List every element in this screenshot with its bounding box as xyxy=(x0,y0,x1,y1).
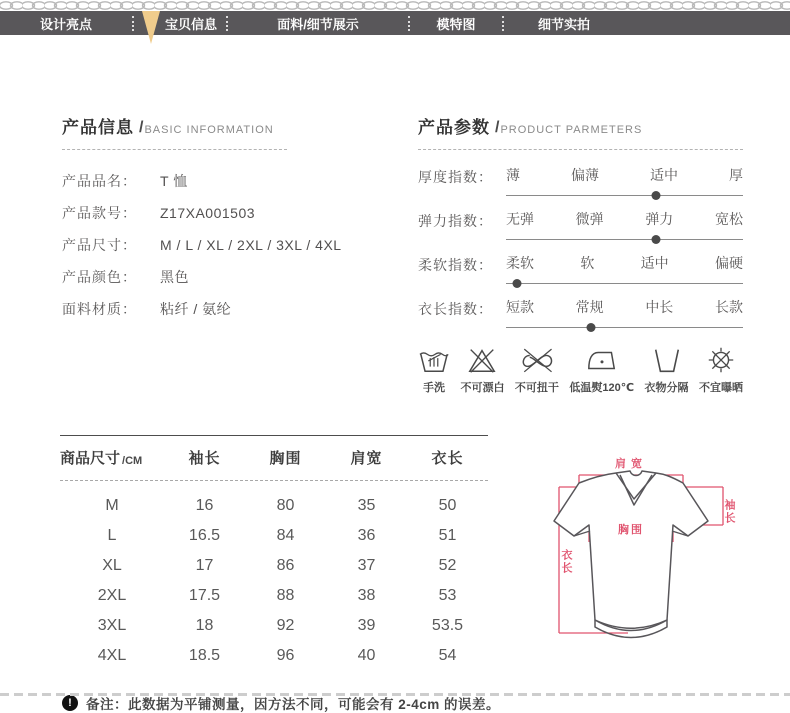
cell-length: 53.5 xyxy=(431,617,464,634)
care-item xyxy=(418,345,450,395)
param-scale-line xyxy=(506,195,743,196)
section-title-cn: 产品信息 xyxy=(62,118,134,137)
field-label: 产品尺寸： xyxy=(62,237,137,253)
cell-size: M xyxy=(105,497,119,514)
field-fabric xyxy=(62,293,380,325)
no-sun-icon xyxy=(705,345,737,375)
content xyxy=(0,35,790,713)
field-label: 产品品名： xyxy=(62,173,137,189)
active-tab-triangle-marker-icon xyxy=(142,11,160,44)
nav-item-detail-shots[interactable] xyxy=(504,11,624,35)
dashed-divider xyxy=(418,149,743,150)
low-iron-icon xyxy=(586,345,618,375)
table-row xyxy=(60,611,488,641)
param-option: 中长 xyxy=(645,299,674,315)
cell-size: 4XL xyxy=(97,647,127,664)
cell-sleeve: 16.5 xyxy=(188,527,221,544)
size-table-header xyxy=(60,435,488,480)
nav-item-item-info-active[interactable] xyxy=(134,11,226,35)
measurement-diagram xyxy=(516,437,758,671)
section-title-en: BASIC INFORMATION xyxy=(144,124,274,136)
cell-length: 52 xyxy=(438,557,457,574)
cell-chest: 84 xyxy=(276,527,295,544)
wash-separately-icon xyxy=(651,345,683,375)
basic-info-section xyxy=(62,113,380,395)
cell-chest: 92 xyxy=(276,617,295,634)
header-sleeve: 袖长 xyxy=(188,450,221,467)
param-selected-dot xyxy=(512,279,521,288)
care-label: 手洗 xyxy=(423,382,445,394)
nav-item-label: 模特图 xyxy=(436,16,476,32)
care-item xyxy=(569,345,634,395)
size-table-body xyxy=(60,480,488,671)
care-label: 低温熨120℃ xyxy=(569,382,635,394)
param-selected-dot xyxy=(652,235,661,244)
header-size-label: 商品尺寸 xyxy=(60,450,121,467)
param-row-softness xyxy=(418,253,743,284)
cell-size: 2XL xyxy=(97,587,127,604)
param-label: 衣长指数： xyxy=(418,301,493,317)
param-option: 薄 xyxy=(506,167,520,183)
care-item xyxy=(645,345,689,395)
cell-length: 50 xyxy=(438,497,457,514)
care-label: 不可扭干 xyxy=(514,382,559,394)
cell-shoulder: 40 xyxy=(357,647,376,664)
param-scale-line xyxy=(506,327,743,328)
care-label: 不可漂白 xyxy=(460,382,505,394)
note-row xyxy=(62,693,745,713)
cell-chest: 96 xyxy=(276,647,295,664)
field-sizes xyxy=(62,229,380,261)
param-option: 厚 xyxy=(729,167,743,183)
nav-item-model-photos[interactable] xyxy=(410,11,502,35)
param-option: 短款 xyxy=(506,299,534,315)
field-color xyxy=(62,261,380,293)
cell-size: XL xyxy=(102,557,122,574)
care-item xyxy=(515,345,559,395)
title-slash: / xyxy=(139,119,144,136)
cell-shoulder: 36 xyxy=(357,527,376,544)
cell-sleeve: 18.5 xyxy=(188,647,221,664)
param-option: 常规 xyxy=(575,299,604,315)
cell-shoulder: 38 xyxy=(357,587,376,604)
table-row xyxy=(60,491,488,521)
nav-item-label: 设计亮点 xyxy=(39,16,92,32)
cell-sleeve: 18 xyxy=(195,617,214,634)
diagram-label-sleeve: 袖长 xyxy=(723,499,735,525)
care-label: 衣物分隔 xyxy=(644,382,689,394)
param-selected-dot xyxy=(652,191,661,200)
field-value: 粘纤 / 氨纶 xyxy=(160,301,232,317)
title-slash: / xyxy=(495,119,500,136)
header-unit-label: /CM xyxy=(122,455,143,467)
param-option: 适中 xyxy=(640,255,669,271)
param-option: 微弹 xyxy=(575,211,604,227)
section-nav xyxy=(0,11,790,35)
chain-border-bottom xyxy=(0,693,790,696)
param-option: 柔软 xyxy=(506,255,534,271)
nav-item-label: 宝贝信息 xyxy=(164,16,217,32)
section-title-cn: 产品参数 xyxy=(418,118,490,137)
size-section xyxy=(60,435,745,671)
care-item xyxy=(699,345,743,395)
cell-chest: 86 xyxy=(276,557,295,574)
param-option: 弹力 xyxy=(645,211,674,227)
nav-item-label: 面料/细节展示 xyxy=(277,16,359,32)
table-row xyxy=(60,641,488,671)
section-title-en: PRODUCT PARMETERS xyxy=(500,124,643,136)
size-table-header-first xyxy=(60,447,164,468)
cell-sleeve: 17 xyxy=(195,557,214,574)
note-text: 备注：此数据为平铺测量，因方法不同，可能会有 2-4cm 的误差。 xyxy=(86,697,501,712)
care-label: 不宜曝晒 xyxy=(698,382,743,394)
param-option: 长款 xyxy=(714,299,743,315)
diagram-label-length: 衣长 xyxy=(560,549,572,575)
param-selected-dot xyxy=(587,323,596,332)
cell-size: L xyxy=(107,527,117,544)
cell-length: 53 xyxy=(438,587,457,604)
header-shoulder: 肩宽 xyxy=(350,450,383,467)
size-table xyxy=(60,435,488,671)
field-label: 面料材质： xyxy=(62,301,137,317)
param-scale-line xyxy=(506,239,743,240)
param-option: 偏薄 xyxy=(571,167,599,183)
param-row-garment-length xyxy=(418,297,743,328)
cell-sleeve: 17.5 xyxy=(188,587,221,604)
param-row-thickness xyxy=(418,165,743,196)
header-length: 衣长 xyxy=(431,450,464,467)
param-option: 无弹 xyxy=(506,211,534,227)
cell-chest: 80 xyxy=(276,497,295,514)
param-label: 弹力指数： xyxy=(418,213,493,229)
cell-length: 51 xyxy=(438,527,457,544)
field-style-number xyxy=(62,197,380,229)
nav-item-fabric-details[interactable] xyxy=(228,11,408,35)
hand-wash-icon xyxy=(418,345,450,375)
param-label: 厚度指数： xyxy=(418,169,493,185)
nav-item-design-highlights[interactable] xyxy=(0,11,132,35)
field-value: T 恤 xyxy=(160,173,188,189)
param-option: 偏硬 xyxy=(714,255,743,271)
no-wring-icon xyxy=(517,345,557,375)
cell-shoulder: 37 xyxy=(357,557,376,574)
field-value: M / L / XL / 2XL / 3XL / 4XL xyxy=(160,237,342,253)
nav-item-label: 细节实拍 xyxy=(537,16,590,32)
param-row-elasticity xyxy=(418,209,743,240)
diagram-label-shoulder: 肩宽 xyxy=(615,458,647,470)
table-row xyxy=(60,581,488,611)
cell-size: 3XL xyxy=(97,617,127,634)
param-option: 宽松 xyxy=(714,211,743,227)
tshirt-diagram-icon xyxy=(516,437,758,659)
cell-shoulder: 39 xyxy=(357,617,376,634)
table-row xyxy=(60,551,488,581)
cell-chest: 88 xyxy=(276,587,295,604)
param-option: 适中 xyxy=(650,167,678,183)
param-scale-line xyxy=(506,283,743,284)
param-option: 软 xyxy=(580,255,595,271)
field-product-name xyxy=(62,165,380,197)
field-label: 产品款号： xyxy=(62,205,137,221)
field-label: 产品颜色： xyxy=(62,269,137,285)
basic-info-title xyxy=(62,113,380,138)
diagram-label-chest: 胸围 xyxy=(618,524,644,536)
care-item xyxy=(460,345,504,395)
no-bleach-icon xyxy=(466,345,498,375)
parameters-title xyxy=(418,113,743,138)
care-instructions xyxy=(418,345,743,395)
cell-shoulder: 35 xyxy=(357,497,376,514)
exclamation-icon: ! xyxy=(62,695,78,711)
parameters-section xyxy=(418,113,743,395)
header-chest: 胸围 xyxy=(269,450,302,467)
param-label: 柔软指数： xyxy=(418,257,493,273)
field-value: Z17XA001503 xyxy=(160,205,256,221)
table-row xyxy=(60,521,488,551)
field-value: 黑色 xyxy=(160,269,189,285)
cell-length: 54 xyxy=(438,647,457,664)
cell-sleeve: 16 xyxy=(195,497,214,514)
chain-border-top xyxy=(0,0,790,11)
dashed-divider xyxy=(62,149,287,150)
